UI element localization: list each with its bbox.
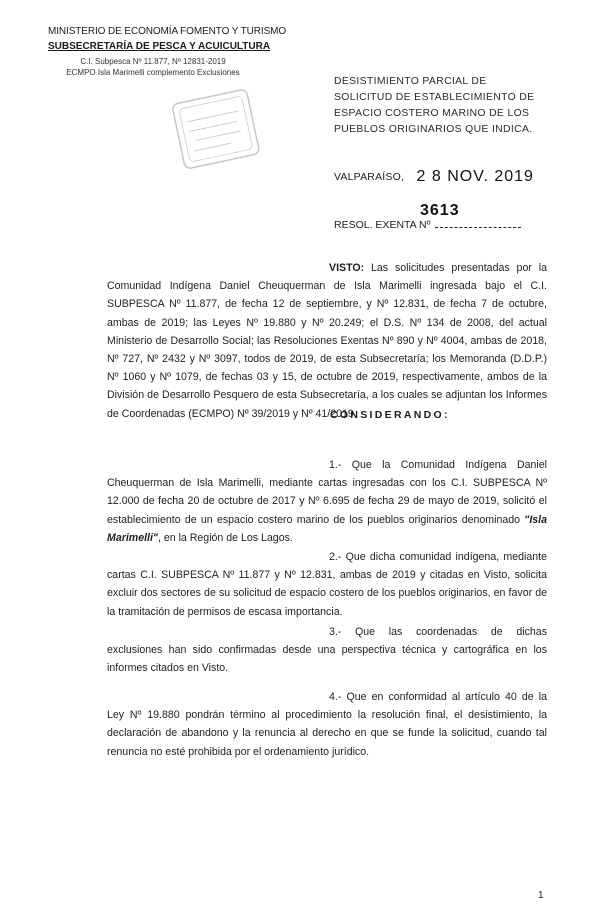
official-stamp — [168, 82, 264, 178]
subsecretaria-name: SUBSECRETARÍA DE PESCA Y ACUICULTURA — [48, 41, 271, 52]
page-number: 1 — [538, 890, 544, 901]
considerando-3-text: 3.- Que las coordenadas de dichas exclusiones han sido confirmadas desde una perspectiva técnica y cartográfica en los informes citados en Visto. — [107, 626, 547, 675]
considerando-2-text: 2.- Que dicha comunidad indígena, mediante cartas C.I. SUBPESCA Nº 11.877 y Nº 12.831, ambas de 2019 y citadas en Visto, solicita excluir dos sectores de su solicitud de espacio costero de los pueblos originarios, en favor de la tramitación de permisos de escasa importancia. — [107, 551, 547, 618]
considerando-1-text-end: , en la Región de Los Lagos. — [157, 531, 293, 544]
considerando-4-text: 4.- Que en conformidad al artículo 40 de la Ley Nº 19.880 pondrán término al procedimiento la resolución final, el desistimiento, la declaración de abandono y la renuncia al derecho en que se funde la solicitud, cuando tal renuncia no esté prohibida por el ordenamiento jurídico. — [107, 691, 547, 758]
visto-label: VISTO: — [329, 262, 365, 274]
resolution-number-blank — [435, 218, 521, 228]
considerando-heading: CONSIDERANDO: — [330, 409, 450, 421]
place-label: VALPARAÍSO, — [334, 171, 405, 183]
visto-text: Las solicitudes presentadas por la Comunidad Indígena Daniel Cheuquerman de Isla Marimelli ingresada bajo el C.I. SUBPESCA Nº 11.877, de fecha 12 de septiembre, y Nº 12.831, de fecha 7 de octubre, ambas de 2019; las Leyes Nº 19.880 y Nº 20.249; el D.S. Nº 134 de 2008, del actual Ministerio de Desarrollo Social; las Resoluciones Exentas Nº 890 y Nº 4004, ambas de 2018, Nº 727, Nº 2432 y Nº 3097, todos de 2019, de esta Subsecretaría; los Memoranda (D.D.P.) Nº 1060 y Nº 1079, de fechas 03 y 15, de octubre de 2019, respectivamente, ambos de la División de Desarrollo Pesquero de esta Subsecretaría, a los cuales se adjuntan los Informes de Coordenadas (ECMPO) Nº 39/2019 y Nº 41/2019. — [107, 262, 547, 420]
visto-paragraph — [107, 259, 547, 423]
document-date: 2 8 NOV. 2019 — [416, 168, 534, 185]
considerando-1-text: 1.- Que la Comunidad Indígena Daniel Cheuquerman de Isla Marimelli, mediante cartas ingresadas con los C.I. SUBPESCA Nº 12.000 de fecha 20 de octubre de 2017 y Nº 6.695 de fecha 29 de mayo de 2019, solicitó el establecimiento de un espacio costero marino de los pueblos originarios denominado — [107, 459, 547, 526]
document-title: DESISTIMIENTO PARCIAL DE SOLICITUD DE ESTABLECIMIENTO DE ESPACIO COSTERO MARINO DE LOS PUEBLOS ORIGINARIOS QUE INDICA. — [334, 76, 535, 135]
considerando-1-place-name: "Isla Marimelli" — [107, 513, 547, 544]
ministry-name: MINISTERIO DE ECONOMÍA FOMENTO Y TURISMO — [48, 26, 287, 37]
considerando-2 — [107, 548, 547, 621]
considerando-3 — [107, 623, 547, 678]
considerando-1 — [107, 456, 547, 547]
resolution-number: 3613 — [420, 202, 460, 219]
considerando-4 — [107, 688, 547, 761]
reference-line-1: C.I. Subpesca Nº 11.877, Nº 12831-2019 — [80, 57, 226, 66]
resolution-line — [334, 218, 521, 231]
date-line — [334, 168, 534, 186]
reference-line-2: ECMPO Isla Marimelli complemento Exclusiones — [66, 68, 240, 77]
resolution-label: RESOL. EXENTA Nº — [334, 219, 431, 231]
